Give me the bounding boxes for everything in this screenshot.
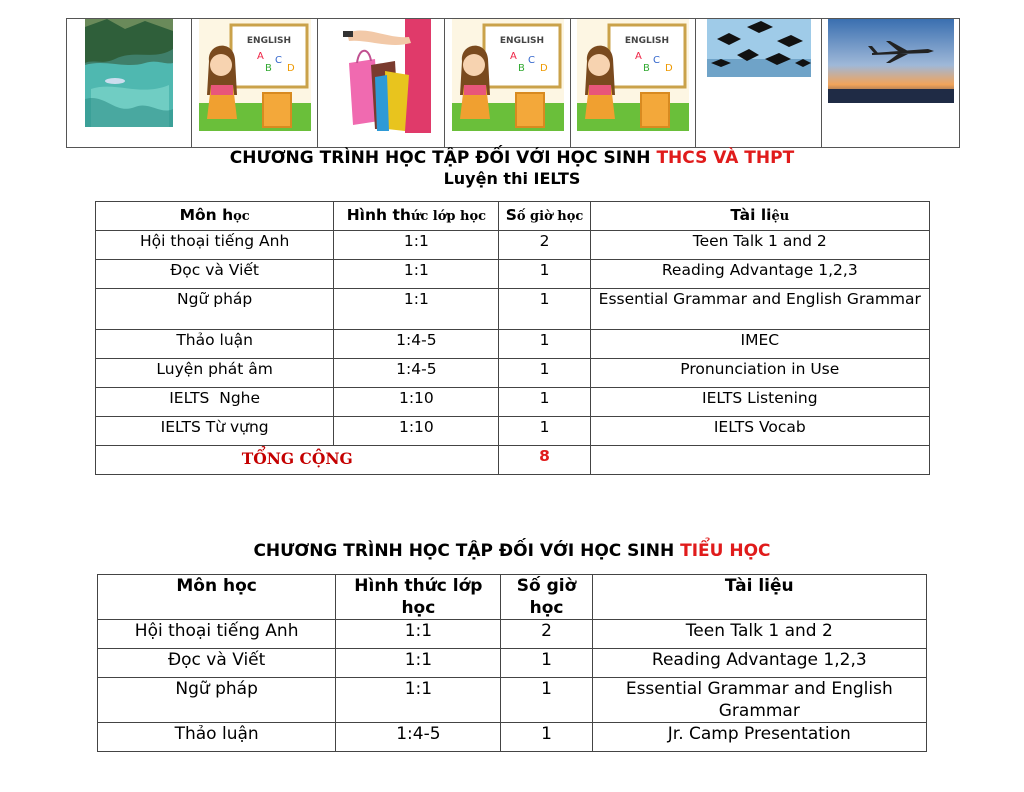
- cell-subject: Hội thoại tiếng Anh: [98, 620, 336, 649]
- table-row: [98, 723, 927, 752]
- cell-subject: Ngữ pháp: [96, 289, 334, 330]
- lagoon-photo: [85, 19, 173, 127]
- svg-text:D: D: [665, 63, 673, 74]
- cell-format: 1:1: [334, 289, 499, 330]
- table-header-row: [96, 202, 930, 231]
- cell-material: Essential Grammar and English Grammar: [592, 678, 926, 723]
- cell-subject: IELTS Nghe: [96, 388, 334, 417]
- cell-hours: 1: [499, 260, 590, 289]
- total-label: TỔNG CỘNG: [96, 446, 499, 475]
- cell-material: Jr. Camp Presentation: [592, 723, 926, 752]
- svg-text:C: C: [274, 55, 282, 66]
- cell-subject: IELTS Từ vựng: [96, 417, 334, 446]
- cell-format: 1:10: [334, 417, 499, 446]
- cell-format: 1:1: [336, 649, 501, 678]
- table-row: [98, 678, 927, 723]
- svg-text:A: A: [509, 51, 517, 62]
- image-cell-3: [318, 19, 445, 148]
- svg-text:B: B: [517, 63, 525, 74]
- table-row: [96, 289, 930, 330]
- header-format: Hình thức lớp học: [336, 575, 501, 620]
- image-cell-2: [192, 19, 318, 148]
- header-hours: Số giờ học: [499, 202, 590, 231]
- english-teacher-illustration: [452, 19, 564, 131]
- table-row: [96, 417, 930, 446]
- header-format: Hình thức lớp học: [334, 202, 499, 231]
- cell-material: Essential Grammar and English Grammar: [590, 289, 929, 330]
- cell-format: 1:1: [336, 678, 501, 723]
- section2-title-prefix: CHƯƠNG TRÌNH HỌC TẬP ĐỐI VỚI HỌC SINH: [253, 541, 675, 561]
- header-subject: Môn học: [96, 202, 334, 231]
- cell-hours: 1: [499, 359, 590, 388]
- total-empty-cell: [590, 446, 929, 475]
- table-row: [98, 649, 927, 678]
- total-hours: 8: [499, 446, 590, 475]
- cell-subject: Hội thoại tiếng Anh: [96, 231, 334, 260]
- svg-text:A: A: [256, 51, 264, 62]
- cell-subject: Thảo luận: [96, 330, 334, 359]
- section2-title-highlight: TIỂU HỌC: [680, 541, 771, 561]
- cell-material: IELTS Vocab: [590, 417, 929, 446]
- svg-text:B: B: [643, 63, 650, 74]
- cell-material: Teen Talk 1 and 2: [592, 620, 926, 649]
- table-row: [96, 260, 930, 289]
- header-hours: Số giờ học: [501, 575, 592, 620]
- table-header-row: [98, 575, 927, 620]
- svg-text:C: C: [653, 55, 660, 66]
- cell-material: Teen Talk 1 and 2: [590, 231, 929, 260]
- table-row: [96, 359, 930, 388]
- image-cell-1: [67, 19, 192, 148]
- section1-title: [0, 148, 1024, 168]
- table-row: [96, 231, 930, 260]
- svg-text:A: A: [635, 51, 642, 62]
- cell-subject: Thảo luận: [98, 723, 336, 752]
- cell-hours: 1: [499, 388, 590, 417]
- svg-text:ENGLISH: ENGLISH: [499, 36, 544, 46]
- cell-material: Reading Advantage 1,2,3: [590, 260, 929, 289]
- section1-title-highlight: THCS VÀ THPT: [656, 148, 795, 168]
- cell-format: 1:4-5: [334, 330, 499, 359]
- cell-format: 1:4-5: [336, 723, 501, 752]
- primary-program-table: [97, 574, 927, 752]
- cell-hours: 2: [501, 620, 592, 649]
- shopping-bags-photo: [327, 19, 435, 133]
- cell-format: 1:1: [336, 620, 501, 649]
- cell-subject: Đọc và Viết: [96, 260, 334, 289]
- image-cell-6: [696, 19, 822, 148]
- header-subject: Môn học: [98, 575, 336, 620]
- svg-text:ENGLISH: ENGLISH: [624, 36, 670, 46]
- cell-format: 1:1: [334, 260, 499, 289]
- table-row: [96, 330, 930, 359]
- svg-text:B: B: [264, 63, 272, 74]
- airplane-sunset-photo: [828, 19, 954, 103]
- section1-subtitle: Luyện thi IELTS: [443, 169, 581, 188]
- english-teacher-illustration: [199, 19, 311, 131]
- cell-subject: Đọc và Viết: [98, 649, 336, 678]
- graduation-caps-photo: [707, 19, 811, 77]
- svg-text:C: C: [527, 55, 535, 66]
- header-material: Tài liệu: [592, 575, 926, 620]
- cell-hours: 1: [499, 417, 590, 446]
- cell-hours: 1: [499, 330, 590, 359]
- cell-hours: 1: [501, 723, 592, 752]
- cell-format: 1:1: [334, 231, 499, 260]
- cell-hours: 1: [499, 289, 590, 330]
- cell-material: Reading Advantage 1,2,3: [592, 649, 926, 678]
- cell-format: 1:10: [334, 388, 499, 417]
- cell-subject: Ngữ pháp: [98, 678, 336, 723]
- cell-subject: Luyện phát âm: [96, 359, 334, 388]
- section2-title: [0, 541, 1024, 561]
- cell-hours: 1: [501, 678, 592, 723]
- svg-text:D: D: [286, 63, 295, 74]
- image-cell-5: [571, 19, 696, 148]
- total-row: [96, 446, 930, 475]
- section1-title-prefix: CHƯƠNG TRÌNH HỌC TẬP ĐỐI VỚI HỌC SINH: [229, 148, 651, 168]
- ielts-program-table: [95, 201, 930, 475]
- cell-material: IMEC: [590, 330, 929, 359]
- english-teacher-illustration: [577, 19, 689, 131]
- table-row: [98, 620, 927, 649]
- svg-text:D: D: [539, 63, 548, 74]
- cell-material: IELTS Listening: [590, 388, 929, 417]
- cell-format: 1:4-5: [334, 359, 499, 388]
- header-material: Tài liệu: [590, 202, 929, 231]
- svg-text:ENGLISH: ENGLISH: [246, 36, 291, 46]
- table-row: [96, 388, 930, 417]
- image-cell-4: [445, 19, 571, 148]
- cell-hours: 1: [501, 649, 592, 678]
- image-strip: [66, 18, 960, 148]
- cell-hours: 2: [499, 231, 590, 260]
- image-cell-7: [822, 19, 960, 148]
- cell-material: Pronunciation in Use: [590, 359, 929, 388]
